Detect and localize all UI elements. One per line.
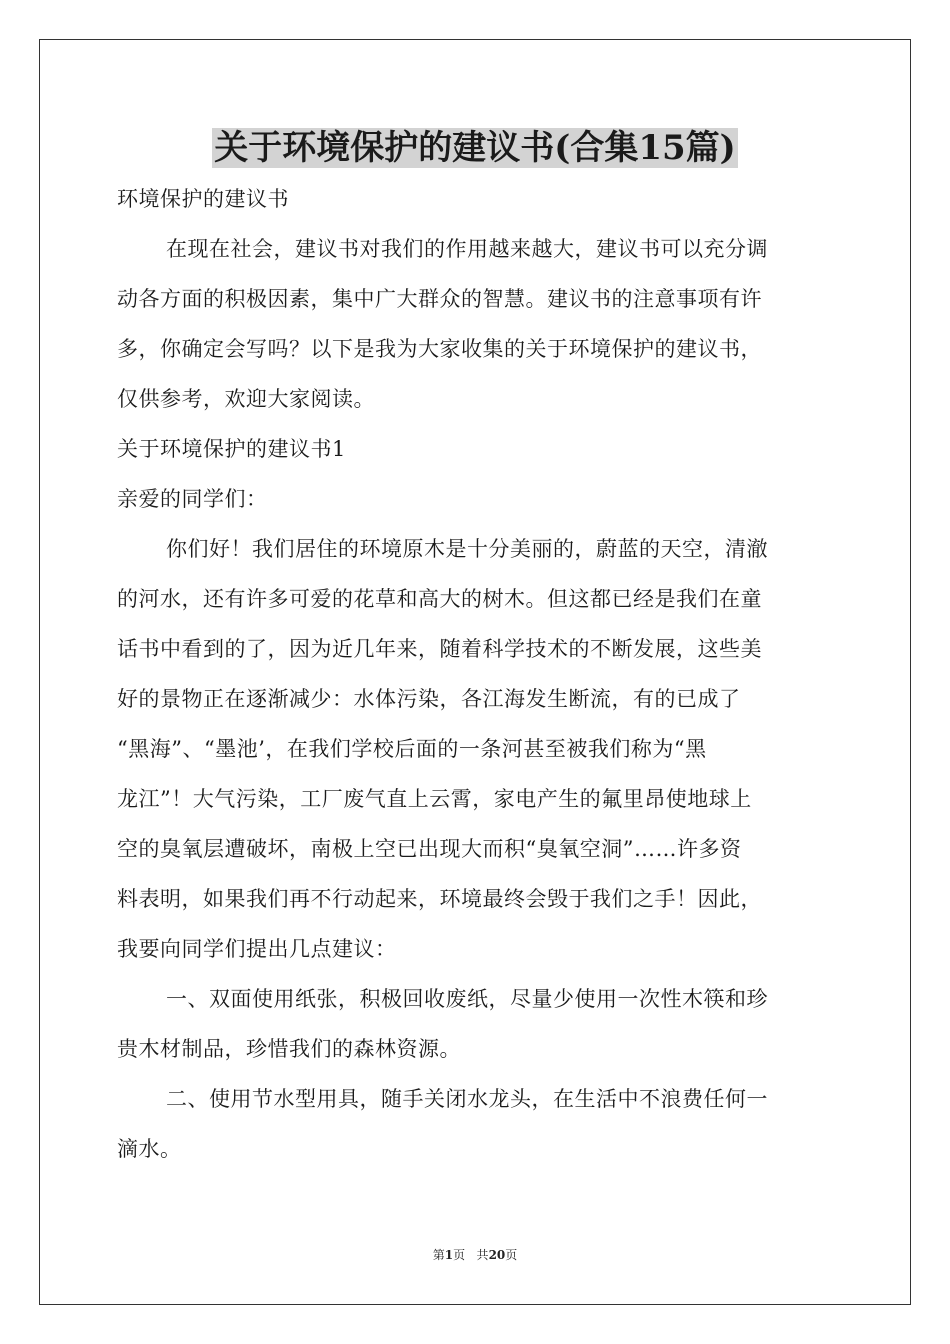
section-heading: 关于环境保护的建议书1	[117, 437, 346, 461]
body-line: 料表明，如果我们再不行动起来，环境最终会毁于我们之手！因此，	[117, 887, 762, 911]
body-line: 龙江”！大气污染，工厂废气直上云霄，家电产生的氟里昂使地球上	[117, 787, 752, 811]
body-line: 你们好！我们居住的环境原木是十分美丽的，蔚蓝的天空，清澈	[166, 537, 768, 561]
footer-total-suffix: 页	[505, 1248, 518, 1262]
document-subtitle: 环境保护的建议书	[117, 187, 289, 211]
footer-total-prefix: 共	[476, 1248, 489, 1262]
intro-line: 动各方面的积极因素，集中广大群众的智慧。建议书的注意事项有许	[117, 287, 762, 311]
intro-line: 在现在社会，建议书对我们的作用越来越大，建议书可以充分调	[166, 237, 768, 261]
footer-page-suffix: 页	[453, 1248, 466, 1262]
body-line: “黑海”、“墨池’，在我们学校后面的一条河甚至被我们称为“黑	[117, 737, 707, 761]
suggestion-line: 二、使用节水型用具，随手关闭水龙头，在生活中不浪费任何一	[166, 1087, 768, 1111]
document-title-text: 关于环境保护的建议书(合集15篇)	[214, 128, 736, 168]
salutation: 亲爱的同学们：	[117, 487, 268, 511]
body-line: 的河水，还有许多可爱的花草和高大的树木。但这都已经是我们在童	[117, 587, 762, 611]
footer-page-prefix: 第	[432, 1248, 445, 1262]
suggestion-line: 滴水。	[117, 1137, 182, 1161]
intro-line: 多，你确定会写吗？以下是我为大家收集的关于环境保护的建议书，	[117, 337, 762, 361]
body-line: 话书中看到的了，因为近几年来，随着科学技术的不断发展，这些美	[117, 637, 762, 661]
body-line: 空的臭氧层遭破坏，南极上空已出现大而积“臭氧空洞”……许多资	[117, 837, 742, 861]
suggestion-line: 一、双面使用纸张，积极回收废纸，尽量少使用一次性木筷和珍	[166, 987, 768, 1011]
intro-line: 仅供参考，欢迎大家阅读。	[117, 387, 375, 411]
suggestion-line: 贵木材制品，珍惜我们的森林资源。	[117, 1037, 461, 1061]
footer-page-number: 1	[444, 1248, 454, 1262]
page-border	[39, 39, 911, 1305]
document-title	[0, 124, 950, 172]
footer-total-pages: 20	[488, 1248, 506, 1262]
body-line: 我要向同学们提出几点建议：	[117, 937, 397, 961]
page-footer	[0, 1247, 950, 1263]
body-line: 好的景物正在逐渐减少：水体污染，各江海发生断流，有的已成了	[117, 687, 741, 711]
